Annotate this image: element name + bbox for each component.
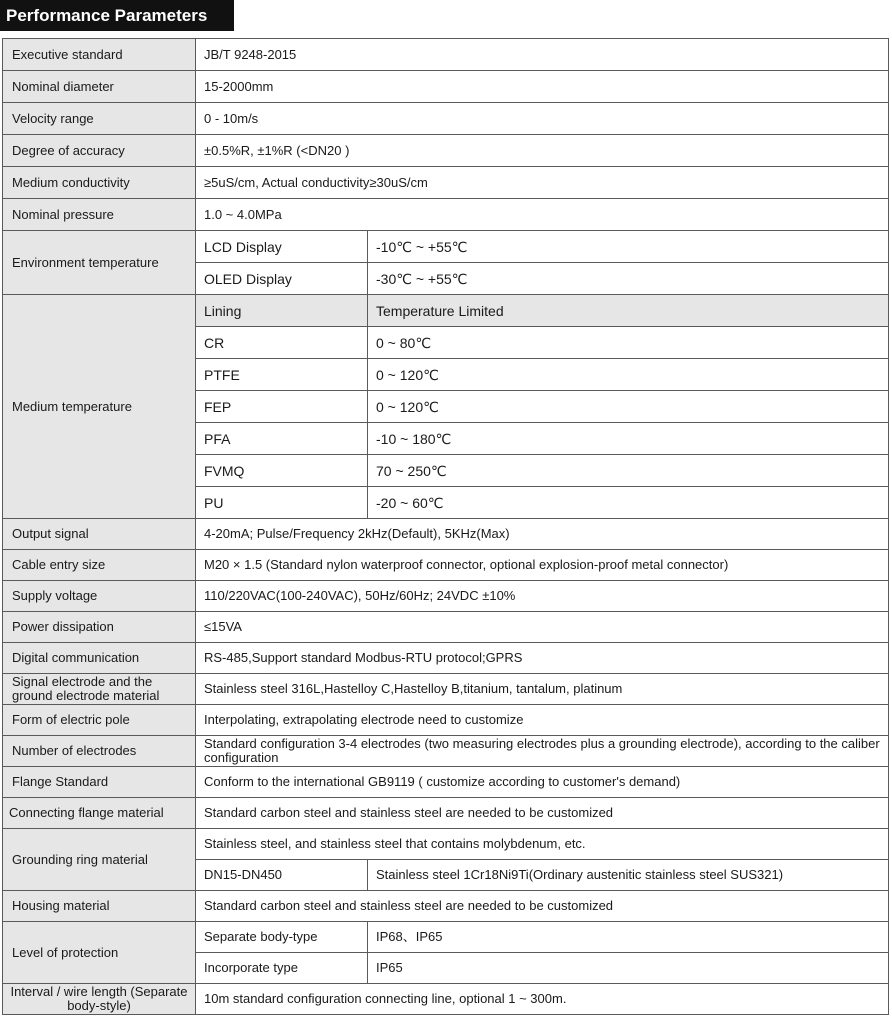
protection-rating: IP65 [368,953,889,984]
row-value: Standard carbon steel and stainless steel are needed to be customized [196,798,889,829]
row-value: 10m standard configuration connecting line, optional 1 ~ 300m. [196,984,889,1015]
table-row-nominal-pressure [3,199,889,231]
row-label: Power dissipation [3,612,196,643]
row-label: Flange Standard [3,767,196,798]
row-value: 15-2000mm [196,71,889,103]
lining: CR [196,327,368,359]
protection-rating: IP68、IP65 [368,922,889,953]
table-row-wire-length [3,984,889,1015]
table-row-grounding-ring [3,829,889,860]
row-label: Grounding ring material [3,829,196,891]
table-row-executive-standard [3,39,889,71]
temperature-limit: -10 ~ 180℃ [368,423,889,455]
temperature-limit: 0 ~ 80℃ [368,327,889,359]
row-label: Interval / wire length (Separate body-style) [3,984,196,1015]
row-value: Conform to the international GB9119 ( customize according to customer's demand) [196,767,889,798]
row-label: Output signal [3,519,196,550]
page-title: Performance Parameters [0,0,234,31]
row-label: Supply voltage [3,581,196,612]
row-label: Level of protection [3,922,196,984]
lining: FVMQ [196,455,368,487]
row-label: Medium conductivity [3,167,196,199]
table-row-flange-standard [3,767,889,798]
table-row-housing-material [3,891,889,922]
table-row-electrode-material [3,674,889,705]
row-label: Digital communication [3,643,196,674]
table-row-flange-material [3,798,889,829]
table-row-number-of-electrodes [3,736,889,767]
table-row-output-signal [3,519,889,550]
row-value: Interpolating, extrapolating electrode need to customize [196,705,889,736]
row-value: ≤15VA [196,612,889,643]
table-row-supply-voltage [3,581,889,612]
table-row-protection [3,922,889,953]
lining: PTFE [196,359,368,391]
row-value: Standard carbon steel and stainless steel are needed to be customized [196,891,889,922]
row-value: Standard configuration 3-4 electrodes (two measuring electrodes plus a grounding electrode), according to the caliber configuration [196,736,889,767]
temperature-limit: 0 ~ 120℃ [368,359,889,391]
row-value: 0 - 10m/s [196,103,889,135]
table-row-digital-communication [3,643,889,674]
size-range: DN15-DN450 [196,860,368,891]
temperature-range: -10℃ ~ +55℃ [368,231,889,263]
table-row-medium-temperature-header [3,295,889,327]
table-row-accuracy [3,135,889,167]
row-label: Housing material [3,891,196,922]
table-row-conductivity [3,167,889,199]
body-type: Separate body-type [196,922,368,953]
row-value: Stainless steel, and stainless steel that contains molybdenum, etc. [196,829,889,860]
display-type: LCD Display [196,231,368,263]
row-label: Number of electrodes [3,736,196,767]
row-value: ±0.5%R, ±1%R (<DN20 ) [196,135,889,167]
row-label: Form of electric pole [3,705,196,736]
row-value: ≥5uS/cm, Actual conductivity≥30uS/cm [196,167,889,199]
temperature-limit-header: Temperature Limited [368,295,889,327]
row-value: RS-485,Support standard Modbus-RTU protocol;GPRS [196,643,889,674]
table-row-nominal-diameter [3,71,889,103]
row-label: Connecting flange material [3,798,196,829]
lining: PFA [196,423,368,455]
lining: FEP [196,391,368,423]
row-value: M20 × 1.5 (Standard nylon waterproof connector, optional explosion-proof metal connector) [196,550,889,581]
body-type: Incorporate type [196,953,368,984]
lining: PU [196,487,368,519]
row-label: Executive standard [3,39,196,71]
lining-header: Lining [196,295,368,327]
table-row-power-dissipation [3,612,889,643]
performance-parameters-table [2,38,889,1015]
table-row-velocity-range [3,103,889,135]
display-type: OLED Display [196,263,368,295]
row-value: 110/220VAC(100-240VAC), 50Hz/60Hz; 24VDC ±10% [196,581,889,612]
row-label: Velocity range [3,103,196,135]
temperature-limit: 70 ~ 250℃ [368,455,889,487]
row-label: Nominal diameter [3,71,196,103]
size-material: Stainless steel 1Cr18Ni9Ti(Ordinary austenitic stainless steel SUS321) [368,860,889,891]
row-value: JB/T 9248-2015 [196,39,889,71]
temperature-limit: 0 ~ 120℃ [368,391,889,423]
row-label: Cable entry size [3,550,196,581]
row-label: Degree of accuracy [3,135,196,167]
temperature-limit: -20 ~ 60℃ [368,487,889,519]
temperature-range: -30℃ ~ +55℃ [368,263,889,295]
row-value: 4-20mA; Pulse/Frequency 2kHz(Default), 5KHz(Max) [196,519,889,550]
row-value: Stainless steel 316L,Hastelloy C,Hastelloy B,titanium, tantalum, platinum [196,674,889,705]
row-label: Nominal pressure [3,199,196,231]
row-label: Signal electrode and the ground electrode material [3,674,196,705]
table-row-environment-temperature [3,231,889,263]
row-value: 1.0 ~ 4.0MPa [196,199,889,231]
table-row-cable-entry [3,550,889,581]
row-label: Environment temperature [3,231,196,295]
row-label: Medium temperature [3,295,196,519]
table-row-electric-pole [3,705,889,736]
